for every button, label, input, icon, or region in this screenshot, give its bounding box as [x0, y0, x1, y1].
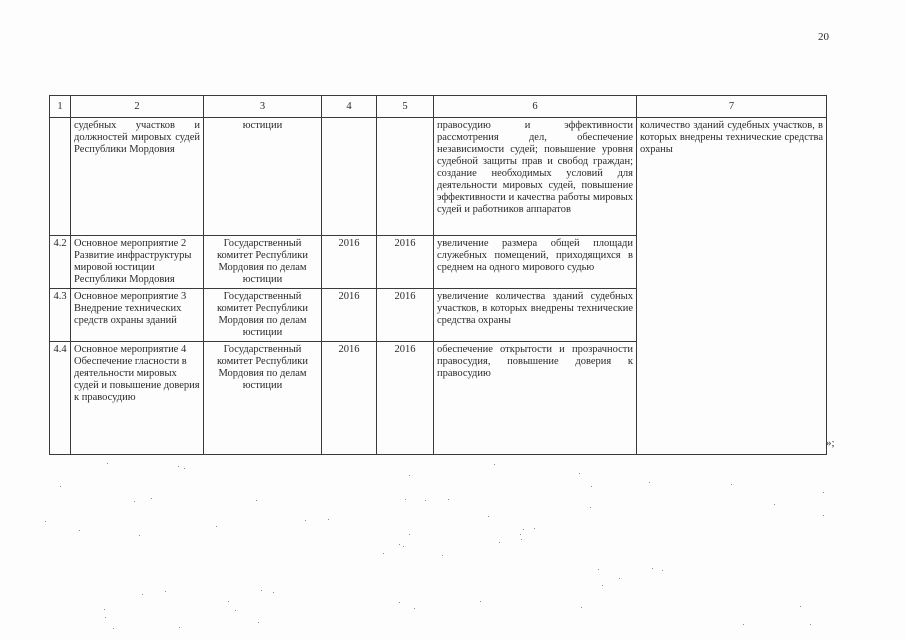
- page-number: 20: [818, 31, 829, 43]
- scan-speck: [328, 519, 329, 520]
- scan-speck: [399, 544, 400, 545]
- scan-speck: [774, 504, 775, 505]
- scan-speck: [499, 542, 500, 543]
- scan-speck: [800, 606, 801, 607]
- column-header: 4: [322, 96, 377, 118]
- column-header: 5: [377, 96, 434, 118]
- column-header: 1: [50, 96, 71, 118]
- scan-speck: [581, 607, 582, 608]
- scan-speck: [179, 627, 180, 628]
- column-header: 6: [434, 96, 637, 118]
- scan-speck: [579, 473, 580, 474]
- row-number: [50, 118, 71, 236]
- scan-speck: [151, 498, 152, 499]
- start-year: [322, 118, 377, 236]
- scan-speck: [414, 608, 415, 609]
- scan-speck: [494, 464, 495, 465]
- scan-speck: [448, 499, 449, 500]
- scan-speck: [403, 546, 404, 547]
- scan-speck: [598, 569, 599, 570]
- scan-speck: [105, 617, 106, 618]
- expected-result: увеличение количества зданий судебных участков, в которых внедрены технические средства охраны: [434, 289, 637, 342]
- scan-speck: [823, 492, 824, 493]
- end-year: [377, 118, 434, 236]
- scan-speck: [383, 553, 384, 554]
- executor: Государственный комитет Республики Мордовия по делам юстиции: [204, 289, 322, 342]
- scan-speck: [113, 628, 114, 629]
- scan-speck: [399, 602, 400, 603]
- scan-speck: [743, 624, 744, 625]
- scan-speck: [258, 622, 259, 623]
- scan-speck: [184, 468, 185, 469]
- start-year: 2016: [322, 289, 377, 342]
- expected-result: правосудию и эффективности рассмотрения дел, обеспечение независимости судей; повышение уровня судебной защиты прав и свобод граждан; создание необходимых условий для деятельности мировых судей, повышение эффективности и качества работы мировых судей и работников аппаратов: [434, 118, 637, 236]
- end-year: 2016: [377, 289, 434, 342]
- executor: Государственный комитет Республики Мордовия по делам юстиции: [204, 236, 322, 289]
- expected-result: увеличение размера общей площади служебных помещений, приходящихся в среднем на одного мирового судью: [434, 236, 637, 289]
- scan-speck: [235, 610, 236, 611]
- scan-speck: [602, 585, 603, 586]
- scan-speck: [60, 486, 61, 487]
- scan-speck: [731, 484, 732, 485]
- indicator: количество зданий судебных участков, в которых внедрены технические средства охраны: [637, 118, 827, 455]
- row-number: 4.3: [50, 289, 71, 342]
- scan-speck: [652, 568, 653, 569]
- scan-speck: [409, 475, 410, 476]
- column-header: 3: [204, 96, 322, 118]
- scan-speck: [480, 601, 481, 602]
- scan-speck: [534, 528, 535, 529]
- scan-speck: [216, 526, 217, 527]
- start-year: 2016: [322, 236, 377, 289]
- scan-speck: [139, 535, 140, 536]
- scan-speck: [649, 482, 650, 483]
- scan-speck: [619, 578, 620, 579]
- column-header: 7: [637, 96, 827, 118]
- column-header: 2: [71, 96, 204, 118]
- measure-name: Основное мероприятие 3 Внедрение технических средств охраны зданий: [71, 289, 204, 342]
- measure-name: Основное мероприятие 2 Развитие инфраструктуры мировой юстиции Республики Мордовия: [71, 236, 204, 289]
- table-row: [50, 118, 827, 236]
- expected-result: обеспечение открытости и прозрачности правосудия, повышение доверия к правосудию: [434, 342, 637, 455]
- scan-speck: [273, 592, 274, 593]
- scan-speck: [590, 507, 591, 508]
- scan-speck: [107, 463, 108, 464]
- closing-quote-mark: »;: [826, 437, 835, 449]
- scan-speck: [228, 601, 229, 602]
- executor: юстиции: [204, 118, 322, 236]
- scan-speck: [79, 530, 80, 531]
- scan-speck: [810, 624, 811, 625]
- scan-speck: [45, 521, 46, 522]
- scan-speck: [520, 534, 521, 535]
- scan-speck: [142, 594, 143, 595]
- scan-speck: [305, 520, 306, 521]
- scan-speck: [521, 539, 522, 540]
- row-number: 4.4: [50, 342, 71, 455]
- scan-speck: [425, 500, 426, 501]
- start-year: 2016: [322, 342, 377, 455]
- scan-speck: [104, 609, 105, 610]
- measure-name: судебных участков и должностей мировых судей Республики Мордовия: [71, 118, 204, 236]
- scan-speck: [405, 499, 406, 500]
- scan-speck: [409, 534, 410, 535]
- measures-table: [49, 95, 827, 455]
- scan-speck: [662, 570, 663, 571]
- scan-speck: [523, 529, 524, 530]
- scan-speck: [442, 555, 443, 556]
- row-number: 4.2: [50, 236, 71, 289]
- scan-speck: [591, 486, 592, 487]
- scan-speck: [256, 500, 257, 501]
- scan-speck: [178, 466, 179, 467]
- end-year: 2016: [377, 342, 434, 455]
- measure-name: Основное мероприятие 4 Обеспечение гласности в деятельности мировых судей и повышение доверия к правосудию: [71, 342, 204, 455]
- scan-speck: [488, 516, 489, 517]
- table-header-row: [50, 96, 827, 118]
- scan-speck: [134, 501, 135, 502]
- scan-speck: [261, 590, 262, 591]
- executor: Государственный комитет Республики Мордовия по делам юстиции: [204, 342, 322, 455]
- scan-speck: [823, 515, 824, 516]
- end-year: 2016: [377, 236, 434, 289]
- scan-speck: [165, 591, 166, 592]
